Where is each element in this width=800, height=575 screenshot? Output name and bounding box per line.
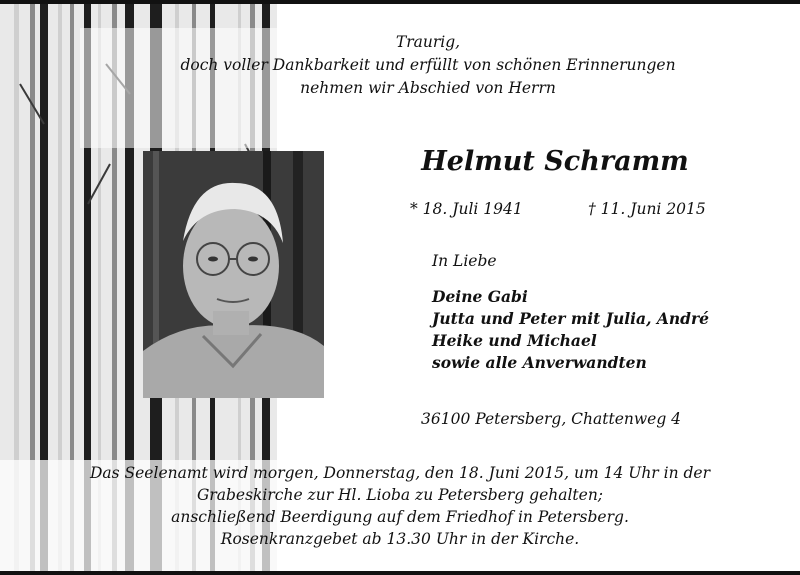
mourner-name: Deine Gabi: [432, 287, 528, 306]
portrait-photo: [143, 151, 324, 398]
service-line: Das Seelenamt wird morgen, Donnerstag, den 18. Juni 2015, um 14 Uhr in der: [89, 464, 711, 482]
mourners-intro: In Liebe: [432, 252, 497, 270]
service-information: [40, 462, 760, 550]
mourner-name: Heike und Michael: [432, 331, 597, 350]
mourner-name: Jutta und Peter mit Julia, André: [432, 309, 710, 328]
deceased-name: Helmut Schramm: [421, 146, 689, 177]
intro-line: nehmen wir Abschied von Herrn: [300, 79, 556, 97]
death-date: † 11. Juni 2015: [588, 200, 706, 218]
birth-date: * 18. Juli 1941: [410, 200, 523, 218]
mourner-name: sowie alle Anverwandten: [432, 353, 647, 372]
intro-text: [150, 31, 706, 100]
service-line: Rosenkranzgebet ab 13.30 Uhr in der Kirche.: [220, 530, 580, 548]
intro-line: doch voller Dankbarkeit und erfüllt von schönen Erinnerungen: [180, 56, 676, 74]
service-line: anschließend Beerdigung auf dem Friedhof in Petersberg.: [171, 508, 629, 526]
family-address: 36100 Petersberg, Chattenweg 4: [421, 410, 682, 428]
service-line: Grabeskirche zur Hl. Lioba zu Petersberg gehalten;: [196, 486, 604, 504]
intro-line: Traurig,: [395, 33, 461, 51]
portrait-illustration: [143, 151, 324, 398]
mourners-list: [432, 286, 709, 374]
